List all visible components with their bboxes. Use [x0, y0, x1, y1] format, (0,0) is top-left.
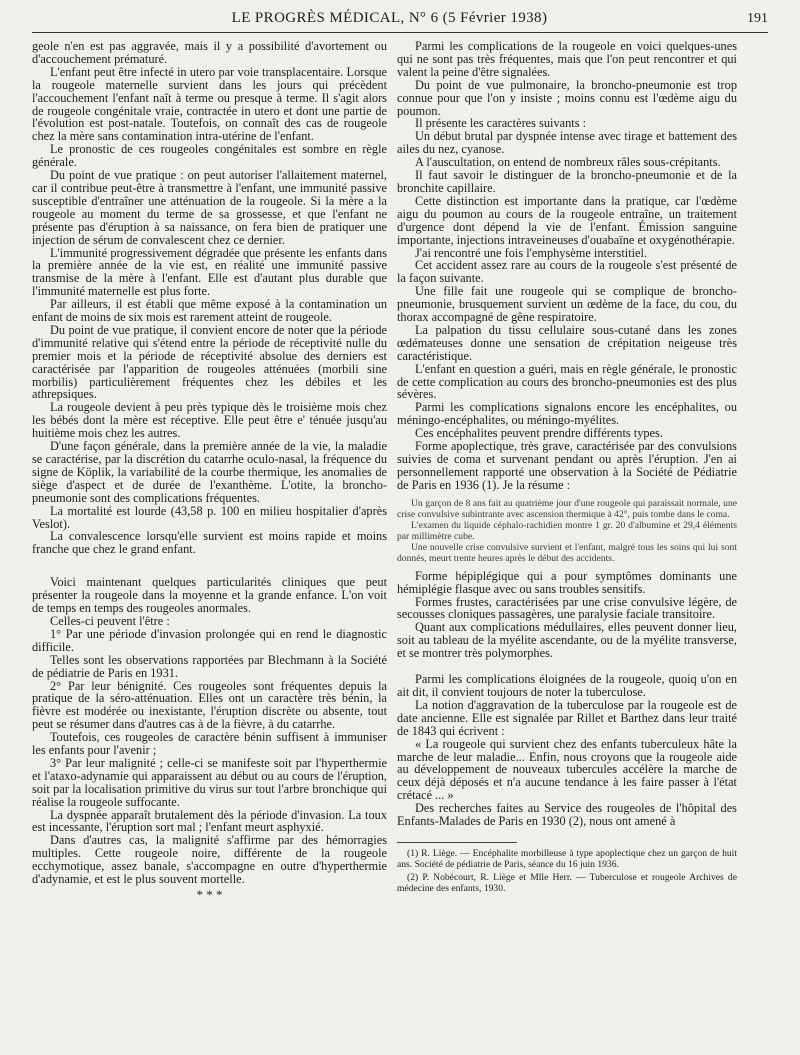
- paragraph: Il faut savoir le distinguer de la broncho-pneumonie et de la bronchite capillaire.: [397, 168, 737, 195]
- paragraph: Un début brutal par dyspnée intense avec tirage et battement des ailes du nez, cyanose.: [397, 129, 737, 157]
- quotation: « La rougeole qui survient chez des enfants tuberculeux hâte la marche de leur maladie... Enfin, nous croyons que la rougeole aide au développement de nouveaux tubercules accélère la marche de ceux déjà déposés et n'a aucune tendance à les faire passer à l'état crétacé ... »: [397, 736, 737, 803]
- paragraph: Une fille fait une rougeole qui se complique de broncho-pneumonie, brusquement survient un œdème de la face, du cou, du thorax accompagné de gêne respiratoire.: [397, 284, 737, 325]
- paragraph: La convalescence lorsqu'elle survient est moins rapide et moins franche que chez le grand enfant.: [32, 529, 387, 557]
- paragraph: Par ailleurs, il est établi que même exposé à la contamination un enfant de moins de six mois est rarement atteint de rougeole.: [32, 297, 387, 325]
- paragraph: Voici maintenant quelques particularités cliniques que peut présenter la rougeole dans la moyenne et la grande enfance. L'on voit de temps en temps des rougeoles anormales.: [32, 575, 387, 616]
- paragraph: Cette distinction est importante dans la pratique, car l'œdème aigu du poumon au cours de la rougeole entraîne, un traitement d'urgence dont dépend la vie de l'enfant. Émission sanguine importante, injections intraveineuses d'ouabaïne et oxygénothérapie.: [397, 193, 737, 247]
- footnote: (2) P. Nobécourt, R. Liège et Mlle Herr. — Tuberculose et rougeole Archives de médecine des enfants, 1930.: [397, 871, 737, 894]
- right-column: [397, 40, 737, 896]
- paragraph: La mortalité est lourde (43,58 p. 100 en milieu hospitalier d'après Veslot).: [32, 503, 387, 531]
- paragraph: 1° Par une période d'invasion prolongée qui en rend le diagnostic difficile.: [32, 626, 387, 654]
- running-title: LE PROGRÈS MÉDICAL, N° 6 (5 Février 1938): [231, 10, 548, 26]
- paragraph: A l'auscultation, on entend de nombreux râles sous-crépitants.: [415, 155, 721, 170]
- paragraph: La rougeole devient à peu près typique dès le troisième mois chez les bébés dont la mère est réceptive. Elle peut être e' ténuée jusqu'au huitième mois chez les autres.: [32, 400, 387, 441]
- case-summary: [397, 498, 737, 564]
- paragraph: 2° Par leur bénignité. Ces rougeoles sont fréquentes depuis la pratique de la séro-atténuation. Elles ont un caractère très bénin, la fièvre est modérée ou inexistante, l'éruption discrète ou absente, tout peut se résumer dans d'autres cas à de la fièvre, à du catarrhe.: [32, 678, 387, 732]
- paragraph: Du point de vue pratique : on peut autoriser l'allaitement maternel, car il contribue peut-être à transmettre à l'enfant, une immunité passive susceptible d'entraîner une atténuation de la rougeole. Si la mère a la rougeole au moment du terme de sa grossesse, et que l'enfant ne présente pas d'éruption à sa naissance, on fera bien de pratiquer une injection de sérum de convalescent chez ce dernier.: [32, 168, 387, 247]
- paragraph: Des recherches faites au Service des rougeoles de l'hôpital des Enfants-Malades de Paris en 1930 (2), nous ont amené à: [397, 801, 737, 829]
- paragraph: La notion d'aggravation de la tuberculose par la rougeole est de date ancienne. Elle est signalée par Rillet et Barthez dans leur traité de 1843 qui écrivent :: [397, 697, 737, 738]
- paragraph: Parmi les complications signalons encore les encéphalites, ou méningo-encéphalites, ou méningo-myélites.: [397, 400, 737, 428]
- paragraph: Quant aux complications médullaires, elles peuvent donner lieu, soit au tableau de la myélite ascendante, ou de la myélite transverse, et se montrer très polymorphes.: [397, 620, 737, 661]
- paragraph: Parmi les complications de la rougeole en voici quelques-unes qui ne sont pas très fréquentes, mais que l'on peut rencontrer et qui valent la peine d'être signalées.: [397, 39, 737, 79]
- paragraph: Le pronostic de ces rougeoles congénitales est sombre en règle générale.: [32, 142, 387, 170]
- paragraph: Dans d'autres cas, la malignité s'affirme par des hémorragies multiples. Cette rougeole noire, différente de la rougeole ecchymotique, assez banale, s'accompagne en outre d'hyperthermie d'adynamie, et est le plus souvent mortelle.: [32, 833, 387, 887]
- page-number: 191: [747, 11, 768, 26]
- paragraph: geole n'en est pas aggravée, mais il y a possibilité d'avortement ou d'accouchement prématuré.: [32, 39, 387, 66]
- paragraph: Celles-ci peuvent l'être :: [50, 613, 170, 628]
- footnote: (1) R. Liège. — Encéphalite morbilleuse à type apoplectique chez un garçon de huit ans. Société de pédiatrie de Paris, séance du 16 juin 1936.: [397, 847, 737, 870]
- paragraph: L'enfant peut être infecté in utero par voie transplacentaire. Lorsque la rougeole maternelle survient dans les jours qui précèdent l'accouchement l'enfant naît à terme ou presque à terme. Il s'agit alors de rougeole congénitale vraie, contractée in utero et dont une partie de l'évolution est post-natale. Toutefois, on connaît des cas de rougeole chez la mère sans contamination intra-utérine de l'enfant.: [32, 64, 387, 144]
- paragraph: L'immunité progressivement dégradée que présente les enfants dans la première année de la vie est, en réalité une immunité passive transmise de la mère à l'enfant. Elle est d'autant plus durable que l'immunité maternelle est plus forte.: [32, 245, 387, 299]
- footnotes: [397, 848, 737, 894]
- paragraph: La palpation du tissu cellulaire sous-cutané dans les zones œdémateuses donne une sensation de crépitation neigeuse très caractéristique.: [397, 322, 737, 363]
- case-summary-paragraph: L'examen du liquide céphalo-rachidien montre 1 gr. 20 d'albumine et 29,4 éléments par millimètre cube.: [397, 519, 737, 542]
- paragraph: Ces encéphalites peuvent prendre différents types.: [415, 426, 663, 441]
- footnote-rule: [397, 842, 517, 843]
- left-column: [32, 40, 387, 900]
- paragraph: Cet accident assez rare au cours de la rougeole s'est présenté de la façon suivante.: [397, 258, 737, 286]
- paragraph: Forme apoplectique, très grave, caractérisée par des convulsions suivies de coma et survenant pendant ou après l'éruption. J'en ai personnellement rapporté une observation à la Société de Pédiatrie de Paris en 1936 (1). Je la résume :: [397, 439, 737, 492]
- paragraph: Formes frustes, caractérisées par une crise convulsive légère, de secousses cloniques passagères, une paralysie faciale transitoire.: [397, 594, 737, 622]
- section-separator-stars: * * *: [196, 887, 223, 902]
- paragraph: D'une façon générale, dans la première année de la vie, la maladie se caractérise, par la discrétion du catarrhe oculo-nasal, la fréquence du signe de Köplik, la variabilité de la courbe thermique, les anomalies de siège d'aspect et de durée de l'exanthème. L'otite, la broncho-pneumonie sont des complications fréquentes.: [32, 439, 387, 505]
- page-header: [32, 10, 768, 33]
- paragraph: Forme hépiplégique qui a pour symptômes dominants une hémiplégie flasque avec ou sans troubles sensitifs.: [397, 568, 737, 596]
- paragraph: Du point de vue pulmonaire, la broncho-pneumonie est trop connue pour que l'on y insiste ; moins connu est l'œdème aigu du poumon.: [397, 77, 737, 118]
- paragraph: Parmi les complications éloignées de la rougeole, quoiq u'on en ait dit, il convient toujours de noter la tuberculose.: [397, 672, 737, 699]
- paragraph: Il présente les caractères suivants :: [415, 116, 587, 131]
- paragraph: 3° Par leur malignité ; celle-ci se manifeste soit par l'hyperthermie et l'ataxo-adynamie qui apparaissent au début ou au cours de l'éruption, soit par la localisation primitive du virus sur tout l'arbre bronchique qui réalise la rougeole suffocante.: [32, 755, 387, 809]
- paragraph: J'ai rencontré une fois l'emphysème interstitiel.: [415, 245, 648, 260]
- case-summary-paragraph: Un garçon de 8 ans fait au quatrième jour d'une rougeole qui paraissait normale, une crise convulsive subintrante avec ascension thermique à 42°, puis tombe dans le coma.: [397, 497, 737, 520]
- paragraph: La dyspnée apparaît brutalement dès la période d'invasion. La toux est incessante, l'éruption sort mal ; l'enfant meurt asphyxié.: [32, 807, 387, 835]
- paragraph: Telles sont les observations rapportées par Blechmann à la Société de pédiatrie de Paris en 1931.: [32, 652, 387, 680]
- paragraph: L'enfant en question a guéri, mais en règle générale, le pronostic de cette complication au cours des broncho-pneumonies est des plus sévères.: [397, 361, 737, 402]
- paragraph: Toutefois, ces rougeoles de caractère bénin suffisent à immuniser les enfants pour l'avenir ;: [32, 730, 387, 758]
- case-summary-paragraph: Une nouvelle crise convulsive survient et l'enfant, malgré tous les soins qui lui sont donnés, meurt trente heures après le début des accidents.: [397, 541, 737, 564]
- paragraph: Du point de vue pratique, il convient encore de noter que la période d'immunité relative qui s'étend entre la période de réceptivité nulle du premier mois et la période de réceptivité absolue des derniers est caractérisée par l'apparition de rougeoles atténuées (morbili sine morbilis) particulièrement fréquentes chez les débiles et les athrepsiques.: [32, 322, 387, 402]
